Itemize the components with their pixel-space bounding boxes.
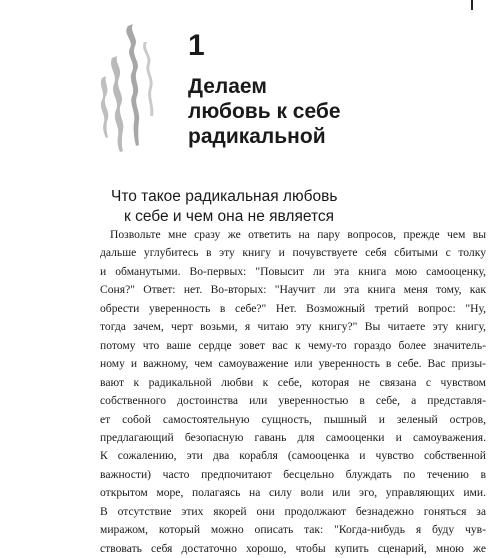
body-line: Соня?" Ответ: нет. Во-вторых: "Научит ли эта книга меня тому, как (100, 283, 486, 297)
body-line: важности) часто предпочитают бесцельно блуждать по течению в (100, 467, 486, 481)
section-heading-line: Что такое радикальная любовь (111, 188, 338, 205)
chapter-number: 1 (188, 29, 205, 62)
brush-stroke-illustration (92, 18, 172, 158)
section-heading-line: к себе и чем она не является (124, 208, 335, 225)
chapter-title-line: любовь к себе (188, 100, 341, 123)
body-paragraph (100, 226, 486, 558)
section-heading (111, 187, 411, 227)
body-line: потому что ваше сердце зовет вас к чему-то гораздо более значитель- (100, 338, 486, 352)
page-edge-rule (471, 0, 473, 10)
body-line: обрести уверенность в себе?" Нет. Возможный третий вопрос: "Ну, (100, 301, 486, 315)
chapter-title-line: Делаем (188, 75, 267, 98)
chapter-title-line: радикальной (188, 125, 326, 148)
chapter-title (188, 74, 438, 149)
body-line: тогда зачем, черт возьми, я читаю эту книгу?" Вы читаете эту книгу, (100, 320, 486, 334)
body-line: собственного достоинства или уверенностью в себе, а представля- (100, 394, 486, 408)
body-line: и обманутыми. Во-первых: "Повысит ли эта книга мою самооценку, (100, 264, 486, 278)
body-line: предлагающий безопасную гавань для самооценки и самоуважения. (100, 430, 486, 444)
body-line: дальше углубитесь в эту книгу и почувствуете себя сбитыми с толку (100, 246, 486, 260)
body-line: миражом, который можно описать так: "Когда-нибудь я буду чув- (100, 523, 486, 537)
body-line: открытом море, полагаясь на силу воли или эго, управляющих ими. (100, 486, 486, 500)
body-line: вают к радикальной любви к себе, которая не связана с чувством (100, 375, 486, 389)
body-line: Позвольте мне сразу же ответить на пару вопросов, прежде чем вы (110, 228, 486, 241)
body-line: К сожалению, эти два корабля (самооценка и чувство собственной (100, 449, 486, 463)
body-line: В отсутствие этих якорей они продолжают безнадежно гоняться за (100, 504, 486, 518)
body-line: ет собой самостоятельную сущность, пышный и зеленый остров, (100, 412, 486, 426)
body-line: ному и важному, чем самоуважение или уверенность в себе. Вас призы- (100, 357, 486, 371)
body-line: ствовать себя достаточно хорошо, чтобы купить сценарий, мною же (100, 541, 486, 555)
